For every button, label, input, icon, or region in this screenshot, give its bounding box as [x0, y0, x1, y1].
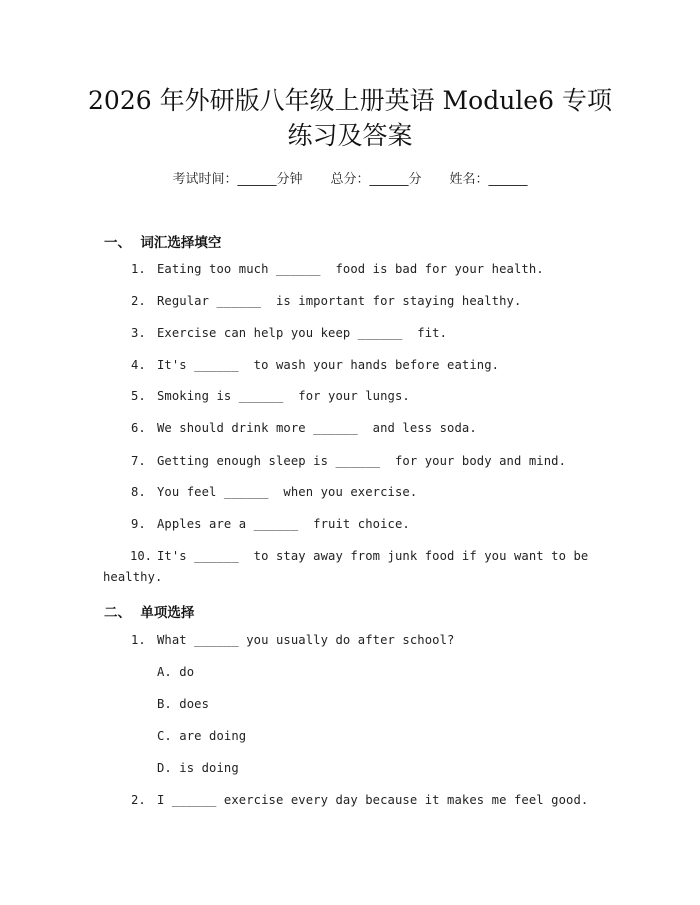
- question-number: 3.: [131, 326, 146, 340]
- answer-option-b: B. does: [157, 697, 210, 711]
- answer-option-d: D. is doing: [157, 761, 239, 775]
- question-number: 9.: [131, 517, 146, 531]
- document-title-line-1: 2026 年外研版八年级上册英语 Module6 专项: [88, 86, 612, 115]
- question-text: You feel ______ when you exercise.: [157, 485, 418, 499]
- question-number: 1.: [131, 262, 146, 276]
- question-text: Apples are a ______ fruit choice.: [157, 517, 410, 531]
- question-number: 10.: [130, 549, 153, 563]
- question-number: 1.: [131, 633, 146, 647]
- question-text: Eating too much ______ food is bad for your health.: [157, 262, 544, 276]
- question-text: We should drink more ______ and less soda.: [157, 421, 477, 435]
- answer-option-c: C. are doing: [157, 729, 247, 743]
- answer-option-a: A. do: [157, 665, 195, 679]
- section-heading-vocabulary: 一、 词汇选择填空: [104, 235, 222, 251]
- question-number: 7.: [131, 454, 146, 468]
- question-text: I ______ exercise every day because it makes me feel good.: [157, 793, 589, 807]
- student-name-field: 姓名：______: [449, 172, 528, 187]
- exam-info: [0, 168, 700, 187]
- question-text: It's ______ to stay away from junk food if you want to be: [157, 549, 589, 563]
- question-text: What ______ you usually do after school?: [157, 633, 455, 647]
- question-number: 2.: [131, 793, 146, 807]
- question-text: Regular ______ is important for staying healthy.: [157, 294, 522, 308]
- exam-time-field: 考试时间：______分钟: [172, 172, 303, 187]
- question-number: 6.: [131, 421, 146, 435]
- document-title-line-2: 练习及答案: [287, 121, 413, 150]
- question-text: It's ______ to wash your hands before eating.: [157, 358, 500, 372]
- question-text: Getting enough sleep is ______ for your body and mind.: [157, 454, 567, 468]
- section-heading-multiple-choice: 二、 单项选择: [104, 605, 195, 621]
- question-number: 2.: [131, 294, 146, 308]
- total-score-field: 总分：______分: [330, 172, 422, 187]
- question-number: 8.: [131, 485, 146, 499]
- question-number: 4.: [131, 358, 146, 372]
- question-text: Exercise can help you keep ______ fit.: [157, 326, 448, 340]
- question-number: 5.: [131, 389, 146, 403]
- question-text: Smoking is ______ for your lungs.: [157, 389, 410, 403]
- question-text-continuation: healthy.: [103, 570, 163, 584]
